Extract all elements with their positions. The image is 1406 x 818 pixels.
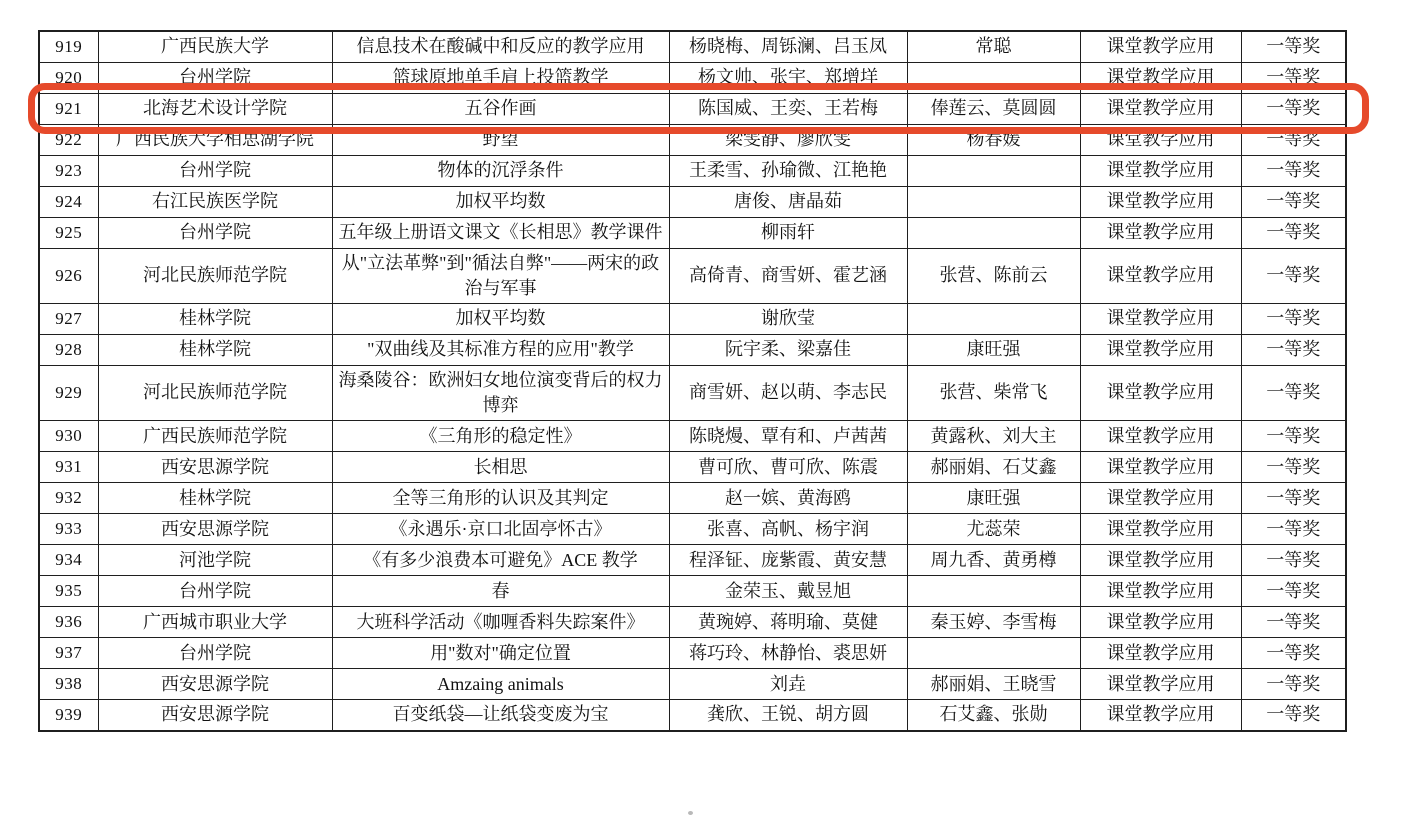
table-row <box>39 483 1346 514</box>
cell-authors: 陈国威、王奕、王若梅 <box>669 93 907 124</box>
cell-category: 课堂教学应用 <box>1080 155 1241 186</box>
cell-serial: 919 <box>39 31 98 62</box>
cell-category: 课堂教学应用 <box>1080 452 1241 483</box>
cell-serial: 937 <box>39 638 98 669</box>
cell-serial: 938 <box>39 669 98 700</box>
cell-category: 课堂教学应用 <box>1080 217 1241 248</box>
cell-authors: 商雪妍、赵以萌、李志民 <box>669 365 907 420</box>
cell-award: 一等奖 <box>1241 365 1346 420</box>
cell-category: 课堂教学应用 <box>1080 514 1241 545</box>
cell-advisors: 杨春媛 <box>907 124 1080 155</box>
cell-advisors: 郝丽娟、石艾鑫 <box>907 452 1080 483</box>
cell-serial: 922 <box>39 124 98 155</box>
cell-authors: 陈晓熳、覃有和、卢茜茜 <box>669 421 907 452</box>
cell-work-title: 《三角形的稳定性》 <box>332 421 669 452</box>
cell-work-title: 物体的沉浮条件 <box>332 155 669 186</box>
cell-school: 广西民族大学 <box>98 31 332 62</box>
cell-work-title: 信息技术在酸碱中和反应的教学应用 <box>332 31 669 62</box>
cell-authors: 蒋巧玲、林静怡、裘思妍 <box>669 638 907 669</box>
cell-category: 课堂教学应用 <box>1080 124 1241 155</box>
cell-work-title: 用"数对"确定位置 <box>332 638 669 669</box>
cell-category: 课堂教学应用 <box>1080 607 1241 638</box>
cell-advisors: 张营、陈前云 <box>907 248 1080 303</box>
table-row <box>39 421 1346 452</box>
table-row <box>39 186 1346 217</box>
cell-award: 一等奖 <box>1241 334 1346 365</box>
cell-work-title: 长相思 <box>332 452 669 483</box>
cell-serial: 926 <box>39 248 98 303</box>
cell-school: 广西城市职业大学 <box>98 607 332 638</box>
cell-work-title: 春 <box>332 576 669 607</box>
cell-work-title: 百变纸袋—让纸袋变废为宝 <box>332 700 669 731</box>
cell-authors: 赵一嫔、黄海鸥 <box>669 483 907 514</box>
cell-advisors <box>907 155 1080 186</box>
cell-serial: 932 <box>39 483 98 514</box>
cell-authors: 曹可欣、曹可欣、陈震 <box>669 452 907 483</box>
cell-serial: 928 <box>39 334 98 365</box>
cell-school: 台州学院 <box>98 638 332 669</box>
cell-school: 西安思源学院 <box>98 700 332 731</box>
cell-category: 课堂教学应用 <box>1080 303 1241 334</box>
cell-advisors: 黄露秋、刘大主 <box>907 421 1080 452</box>
cell-award: 一等奖 <box>1241 186 1346 217</box>
cell-serial: 934 <box>39 545 98 576</box>
cell-award: 一等奖 <box>1241 545 1346 576</box>
cell-authors: 杨文帅、张宇、郑增垟 <box>669 62 907 93</box>
cell-serial: 921 <box>39 93 98 124</box>
cell-work-title: 大班科学活动《咖喱香料失踪案件》 <box>332 607 669 638</box>
cell-authors: 王柔雪、孙瑜微、江艳艳 <box>669 155 907 186</box>
cell-advisors <box>907 638 1080 669</box>
cell-serial: 931 <box>39 452 98 483</box>
cell-school: 台州学院 <box>98 576 332 607</box>
cell-advisors <box>907 576 1080 607</box>
cell-category: 课堂教学应用 <box>1080 365 1241 420</box>
cell-category: 课堂教学应用 <box>1080 700 1241 731</box>
cell-school: 桂林学院 <box>98 303 332 334</box>
cell-category: 课堂教学应用 <box>1080 421 1241 452</box>
cell-serial: 935 <box>39 576 98 607</box>
cell-award: 一等奖 <box>1241 669 1346 700</box>
cell-serial: 925 <box>39 217 98 248</box>
cell-advisors: 周九香、黄勇樽 <box>907 545 1080 576</box>
cell-serial: 923 <box>39 155 98 186</box>
cell-authors: 杨晓梅、周铄澜、吕玉凤 <box>669 31 907 62</box>
cell-award: 一等奖 <box>1241 217 1346 248</box>
cell-authors: 张喜、高帆、杨宇润 <box>669 514 907 545</box>
cell-school: 桂林学院 <box>98 483 332 514</box>
cell-authors: 梁雯静、廖欣雯 <box>669 124 907 155</box>
cell-advisors: 郝丽娟、王晓雪 <box>907 669 1080 700</box>
cell-award: 一等奖 <box>1241 31 1346 62</box>
table-row <box>39 576 1346 607</box>
cell-school: 右江民族医学院 <box>98 186 332 217</box>
cell-serial: 939 <box>39 700 98 731</box>
cell-work-title: "双曲线及其标准方程的应用"教学 <box>332 334 669 365</box>
table-row <box>39 700 1346 731</box>
cell-work-title: Amzaing animals <box>332 669 669 700</box>
cell-school: 广西民族大学相思湖学院 <box>98 124 332 155</box>
cell-award: 一等奖 <box>1241 155 1346 186</box>
table-row <box>39 514 1346 545</box>
cell-school: 西安思源学院 <box>98 514 332 545</box>
cell-category: 课堂教学应用 <box>1080 576 1241 607</box>
cell-category: 课堂教学应用 <box>1080 186 1241 217</box>
cell-category: 课堂教学应用 <box>1080 545 1241 576</box>
cell-category: 课堂教学应用 <box>1080 248 1241 303</box>
table-row <box>39 638 1346 669</box>
cell-award: 一等奖 <box>1241 638 1346 669</box>
cell-category: 课堂教学应用 <box>1080 31 1241 62</box>
cell-authors: 刘垚 <box>669 669 907 700</box>
cell-advisors: 常聪 <box>907 31 1080 62</box>
table-row <box>39 669 1346 700</box>
cell-work-title: 五年级上册语文课文《长相思》教学课件 <box>332 217 669 248</box>
cell-advisors: 康旺强 <box>907 483 1080 514</box>
cell-work-title: 加权平均数 <box>332 186 669 217</box>
cell-serial: 933 <box>39 514 98 545</box>
table-row <box>39 62 1346 93</box>
cell-authors: 高倚青、商雪妍、霍艺涵 <box>669 248 907 303</box>
cell-serial: 920 <box>39 62 98 93</box>
cell-advisors: 张营、柴常飞 <box>907 365 1080 420</box>
table-row <box>39 365 1346 420</box>
cell-school: 广西民族师范学院 <box>98 421 332 452</box>
cell-school: 台州学院 <box>98 155 332 186</box>
cell-work-title: 加权平均数 <box>332 303 669 334</box>
cell-award: 一等奖 <box>1241 62 1346 93</box>
cell-advisors <box>907 217 1080 248</box>
table-row <box>39 248 1346 303</box>
cell-category: 课堂教学应用 <box>1080 62 1241 93</box>
cell-serial: 927 <box>39 303 98 334</box>
table-row <box>39 545 1346 576</box>
cell-category: 课堂教学应用 <box>1080 93 1241 124</box>
cell-category: 课堂教学应用 <box>1080 483 1241 514</box>
table-row <box>39 217 1346 248</box>
cell-award: 一等奖 <box>1241 248 1346 303</box>
cell-award: 一等奖 <box>1241 607 1346 638</box>
cell-authors: 龚欣、王锐、胡方圆 <box>669 700 907 731</box>
cell-school: 台州学院 <box>98 217 332 248</box>
cell-serial: 924 <box>39 186 98 217</box>
cell-serial: 930 <box>39 421 98 452</box>
cell-work-title: 《有多少浪费本可避免》ACE 教学 <box>332 545 669 576</box>
page-number-partial <box>688 811 693 815</box>
cell-work-title: 野望 <box>332 124 669 155</box>
cell-work-title: 海桑陵谷：欧洲妇女地位演变背后的权力博弈 <box>332 365 669 420</box>
award-table <box>38 30 1347 732</box>
cell-advisors <box>907 62 1080 93</box>
cell-advisors <box>907 303 1080 334</box>
cell-award: 一等奖 <box>1241 514 1346 545</box>
cell-authors: 程泽钲、庞紫霞、黄安慧 <box>669 545 907 576</box>
table-row <box>39 334 1346 365</box>
table-row <box>39 155 1346 186</box>
cell-school: 桂林学院 <box>98 334 332 365</box>
cell-work-title: 篮球原地单手肩上投篮教学 <box>332 62 669 93</box>
cell-school: 北海艺术设计学院 <box>98 93 332 124</box>
table-row <box>39 607 1346 638</box>
cell-advisors: 康旺强 <box>907 334 1080 365</box>
cell-school: 河池学院 <box>98 545 332 576</box>
cell-authors: 唐俊、唐晶茹 <box>669 186 907 217</box>
cell-work-title: 全等三角形的认识及其判定 <box>332 483 669 514</box>
cell-advisors: 石艾鑫、张勋 <box>907 700 1080 731</box>
cell-advisors: 尤蕊荣 <box>907 514 1080 545</box>
cell-advisors <box>907 186 1080 217</box>
cell-authors: 阮宇柔、梁嘉佳 <box>669 334 907 365</box>
cell-advisors: 秦玉婷、李雪梅 <box>907 607 1080 638</box>
cell-serial: 936 <box>39 607 98 638</box>
cell-category: 课堂教学应用 <box>1080 638 1241 669</box>
table-row <box>39 452 1346 483</box>
cell-work-title: 《永遇乐·京口北固亭怀古》 <box>332 514 669 545</box>
table-row <box>39 303 1346 334</box>
cell-school: 台州学院 <box>98 62 332 93</box>
cell-school: 河北民族师范学院 <box>98 365 332 420</box>
cell-award: 一等奖 <box>1241 93 1346 124</box>
cell-serial: 929 <box>39 365 98 420</box>
table-row <box>39 31 1346 62</box>
cell-award: 一等奖 <box>1241 124 1346 155</box>
cell-award: 一等奖 <box>1241 483 1346 514</box>
cell-award: 一等奖 <box>1241 576 1346 607</box>
cell-school: 西安思源学院 <box>98 452 332 483</box>
cell-school: 西安思源学院 <box>98 669 332 700</box>
cell-work-title: 从"立法革弊"到"循法自弊"——两宋的政治与军事 <box>332 248 669 303</box>
table-row <box>39 124 1346 155</box>
cell-award: 一等奖 <box>1241 421 1346 452</box>
cell-award: 一等奖 <box>1241 700 1346 731</box>
cell-advisors: 俸莲云、莫圆圆 <box>907 93 1080 124</box>
cell-award: 一等奖 <box>1241 452 1346 483</box>
cell-school: 河北民族师范学院 <box>98 248 332 303</box>
table-row <box>39 93 1346 124</box>
cell-authors: 金荣玉、戴昱旭 <box>669 576 907 607</box>
cell-authors: 谢欣莹 <box>669 303 907 334</box>
cell-category: 课堂教学应用 <box>1080 334 1241 365</box>
cell-work-title: 五谷作画 <box>332 93 669 124</box>
cell-award: 一等奖 <box>1241 303 1346 334</box>
cell-authors: 柳雨轩 <box>669 217 907 248</box>
cell-authors: 黄琬婷、蒋明瑜、莫健 <box>669 607 907 638</box>
cell-category: 课堂教学应用 <box>1080 669 1241 700</box>
